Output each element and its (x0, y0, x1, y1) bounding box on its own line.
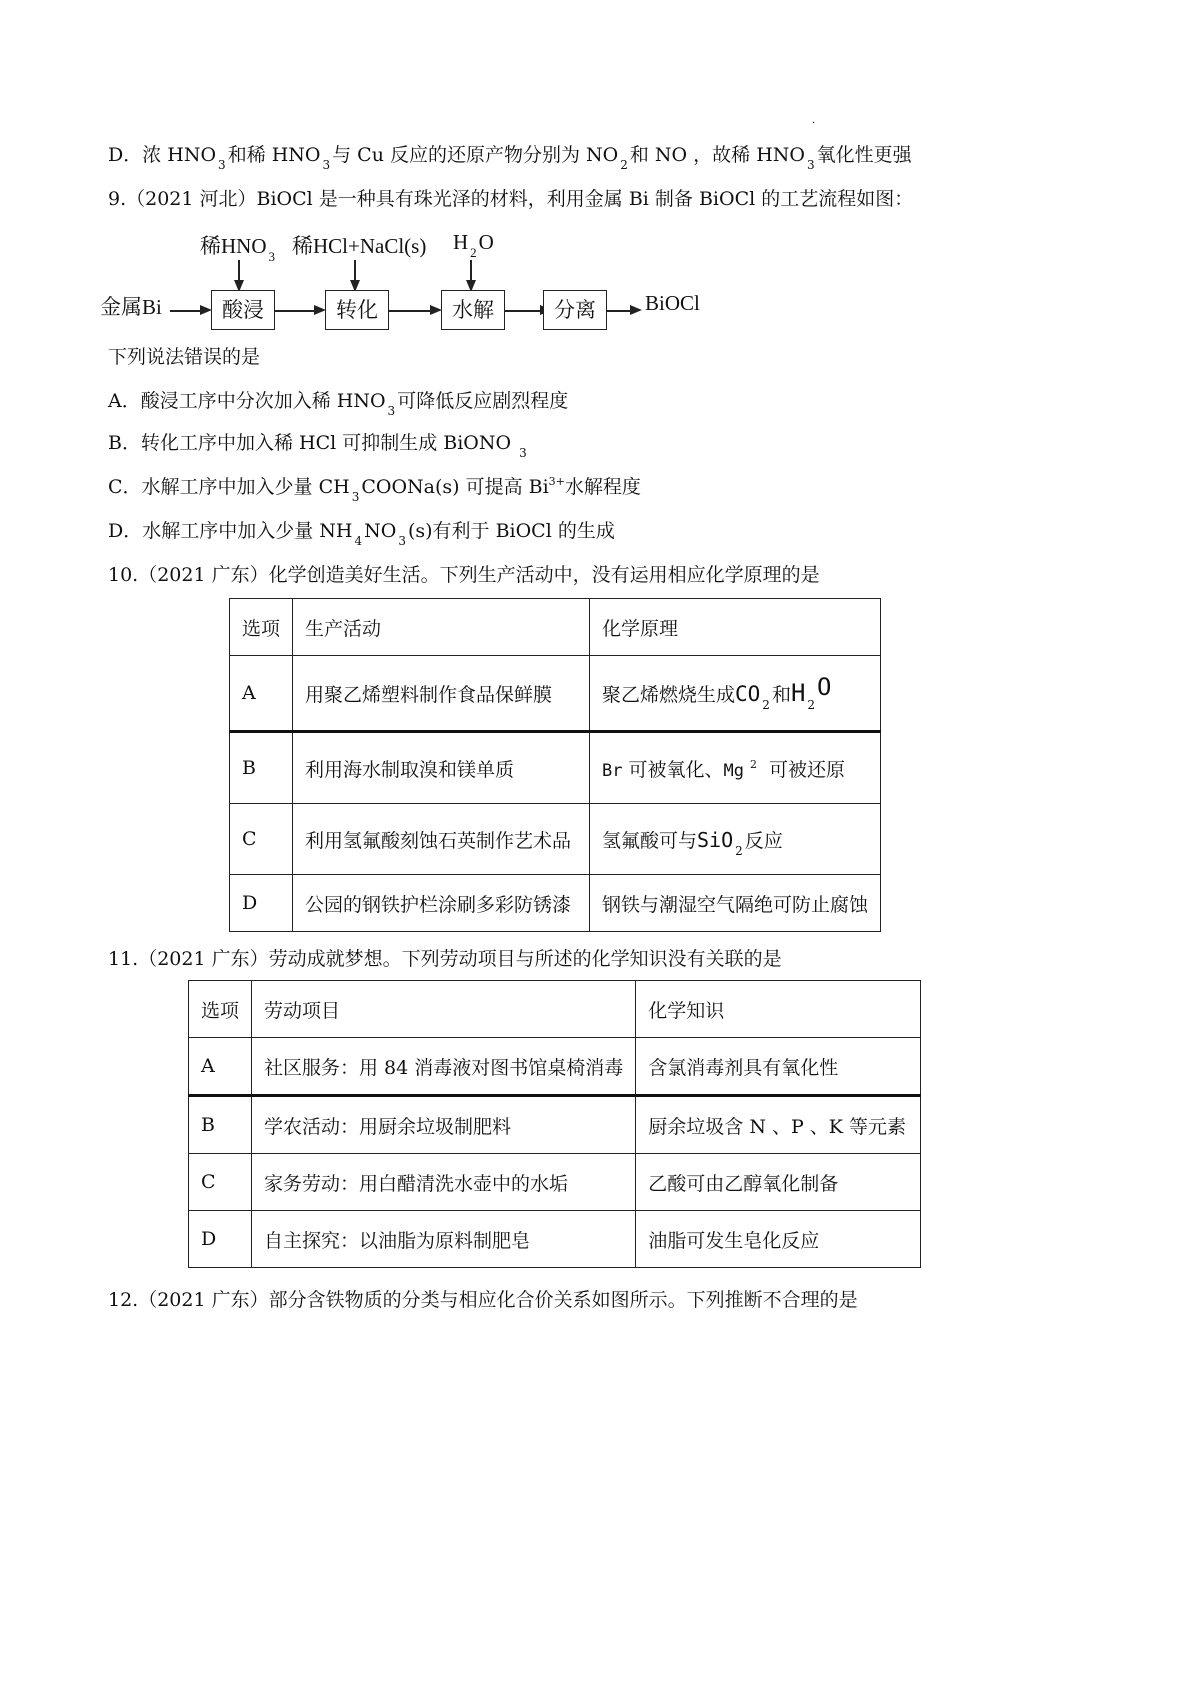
knowledge-cell: 含氯消毒剂具有氧化性 (636, 1038, 921, 1096)
arrow-line (389, 310, 431, 312)
step-acid-leach: 酸浸 (211, 290, 275, 330)
table-row (189, 1154, 921, 1211)
q10-table (229, 598, 881, 932)
table-row (189, 1211, 921, 1268)
activity-cell: 用聚乙烯塑料制作食品保鲜膜 (293, 656, 590, 732)
knowledge-cell: 油脂可发生皂化反应 (636, 1211, 921, 1268)
option-cell: C (189, 1154, 252, 1211)
step-hydrolysis: 水解 (441, 290, 505, 330)
activity-cell: 公园的钢铁护栏涂刷多彩防锈漆 (293, 875, 590, 932)
arrow-line (170, 310, 202, 312)
subscript: 3 (218, 158, 226, 172)
project-cell: 学农活动：用厨余垃圾制肥料 (252, 1096, 636, 1154)
q8-d-text: 和 NO ，故稀 HNO (629, 144, 805, 166)
q8-d-text: D．浓 HNO (108, 144, 217, 166)
arrow-line (354, 260, 356, 282)
header-cell: 选项 (230, 599, 293, 656)
arrow-right-icon (630, 305, 642, 315)
activity-cell: 利用氢氟酸刻蚀石英制作艺术品 (293, 804, 590, 875)
q8-d-text: 和稀 HNO (227, 144, 321, 166)
arrow-line (505, 310, 541, 312)
header-cell: 化学原理 (589, 599, 880, 656)
option-cell: B (230, 732, 293, 804)
project-cell: 社区服务：用 84 消毒液对图书馆桌椅消毒 (252, 1038, 636, 1096)
table-row (230, 732, 881, 804)
table-row (189, 1038, 921, 1096)
step-separation: 分离 (543, 290, 607, 330)
arrow-line (238, 260, 240, 282)
option-cell: A (230, 656, 293, 732)
arrow-line (607, 310, 631, 312)
q9-option-b: B．转化工序中加入稀 HCl 可抑制生成 BiONO $_3$ (108, 432, 527, 460)
principle-cell: 氢氟酸可与SiO $_2$ 反应 (589, 804, 880, 875)
table-header-row (230, 599, 881, 656)
q11-table (188, 980, 921, 1268)
q9-option-d: D．水解工序中加入少量 NH $_4$ NO $_3$ (s)有利于 BiOCl 的生成 (108, 520, 615, 548)
subscript: 2 (620, 158, 628, 172)
option-cell: C (230, 804, 293, 875)
stray-dot: · (812, 118, 816, 129)
reagent-dilute-hno3: 稀HNO $_3$ (200, 234, 275, 264)
principle-cell: 聚乙烯燃烧生成CO $_2$ 和H $_2$O (589, 656, 880, 732)
arrow-line (275, 310, 315, 312)
knowledge-cell: 乙酸可由乙醇氧化制备 (636, 1154, 921, 1211)
q9-question: 下列说法错误的是 (108, 346, 261, 368)
flow-start-metal-bi: 金属Bi (100, 295, 162, 319)
header-cell: 化学知识 (636, 981, 921, 1038)
q8-d-text: 氧化性更强 (816, 144, 912, 166)
option-cell: B (189, 1096, 252, 1154)
q10-stem: 10.（2021 广东）化学创造美好生活。下列生产活动中，没有运用相应化学原理的是 (108, 564, 820, 586)
table-row (230, 875, 881, 932)
table-row (189, 1096, 921, 1154)
header-cell: 劳动项目 (252, 981, 636, 1038)
arrow-line (470, 260, 472, 282)
option-cell: D (189, 1211, 252, 1268)
activity-cell: 利用海水制取溴和镁单质 (293, 732, 590, 804)
header-cell: 生产活动 (293, 599, 590, 656)
header-cell: 选项 (189, 981, 252, 1038)
reagent-water: H $_2$O (453, 230, 494, 260)
flow-end-biocl: BiOCl (645, 291, 700, 315)
option-cell: D (230, 875, 293, 932)
process-flow-diagram (100, 230, 768, 354)
q9-option-c: C．水解工序中加入少量 CH $_3$ COONa(s) 可提高 $Bi^{3+}$水解程度 (108, 475, 641, 504)
q8-d-text: 与 Cu 反应的还原产物分别为 NO (332, 144, 619, 166)
project-cell: 家务劳动：用白醋清洗水壶中的水垢 (252, 1154, 636, 1211)
option-cell: A (189, 1038, 252, 1096)
table-header-row (189, 981, 921, 1038)
q11-stem: 11.（2021 广东）劳动成就梦想。下列劳动项目与所述的化学知识没有关联的是 (108, 948, 782, 970)
principle-cell: 钢铁与潮湿空气隔绝可防止腐蚀 (589, 875, 880, 932)
knowledge-cell: 厨余垃圾含 N 、P 、K 等元素 (636, 1096, 921, 1154)
q8-option-d (108, 142, 912, 170)
table-row (230, 656, 881, 732)
subscript: 3 (806, 158, 815, 172)
step-conversion: 转化 (325, 290, 389, 330)
q9-option-a: A．酸浸工序中分次加入稀 HNO $_3$ 可降低反应剧烈程度 (108, 390, 569, 418)
q12-stem: 12.（2021 广东）部分含铁物质的分类与相应化合价关系如图所示。下列推断不合理的是 (108, 1289, 858, 1311)
project-cell: 自主探究：以油脂为原料制肥皂 (252, 1211, 636, 1268)
table-row (230, 804, 881, 875)
subscript: 3 (322, 158, 331, 172)
q9-stem: 9.（2021 河北）BiOCl 是一种具有珠光泽的材料，利用金属 Bi 制备 BiOCl 的工艺流程如图： (108, 188, 914, 210)
principle-cell: Br 可被氧化、Mg $^2$ 可被还原 (589, 732, 880, 804)
reagent-hcl-nacl: 稀HCl+NaCl(s) (292, 234, 427, 258)
